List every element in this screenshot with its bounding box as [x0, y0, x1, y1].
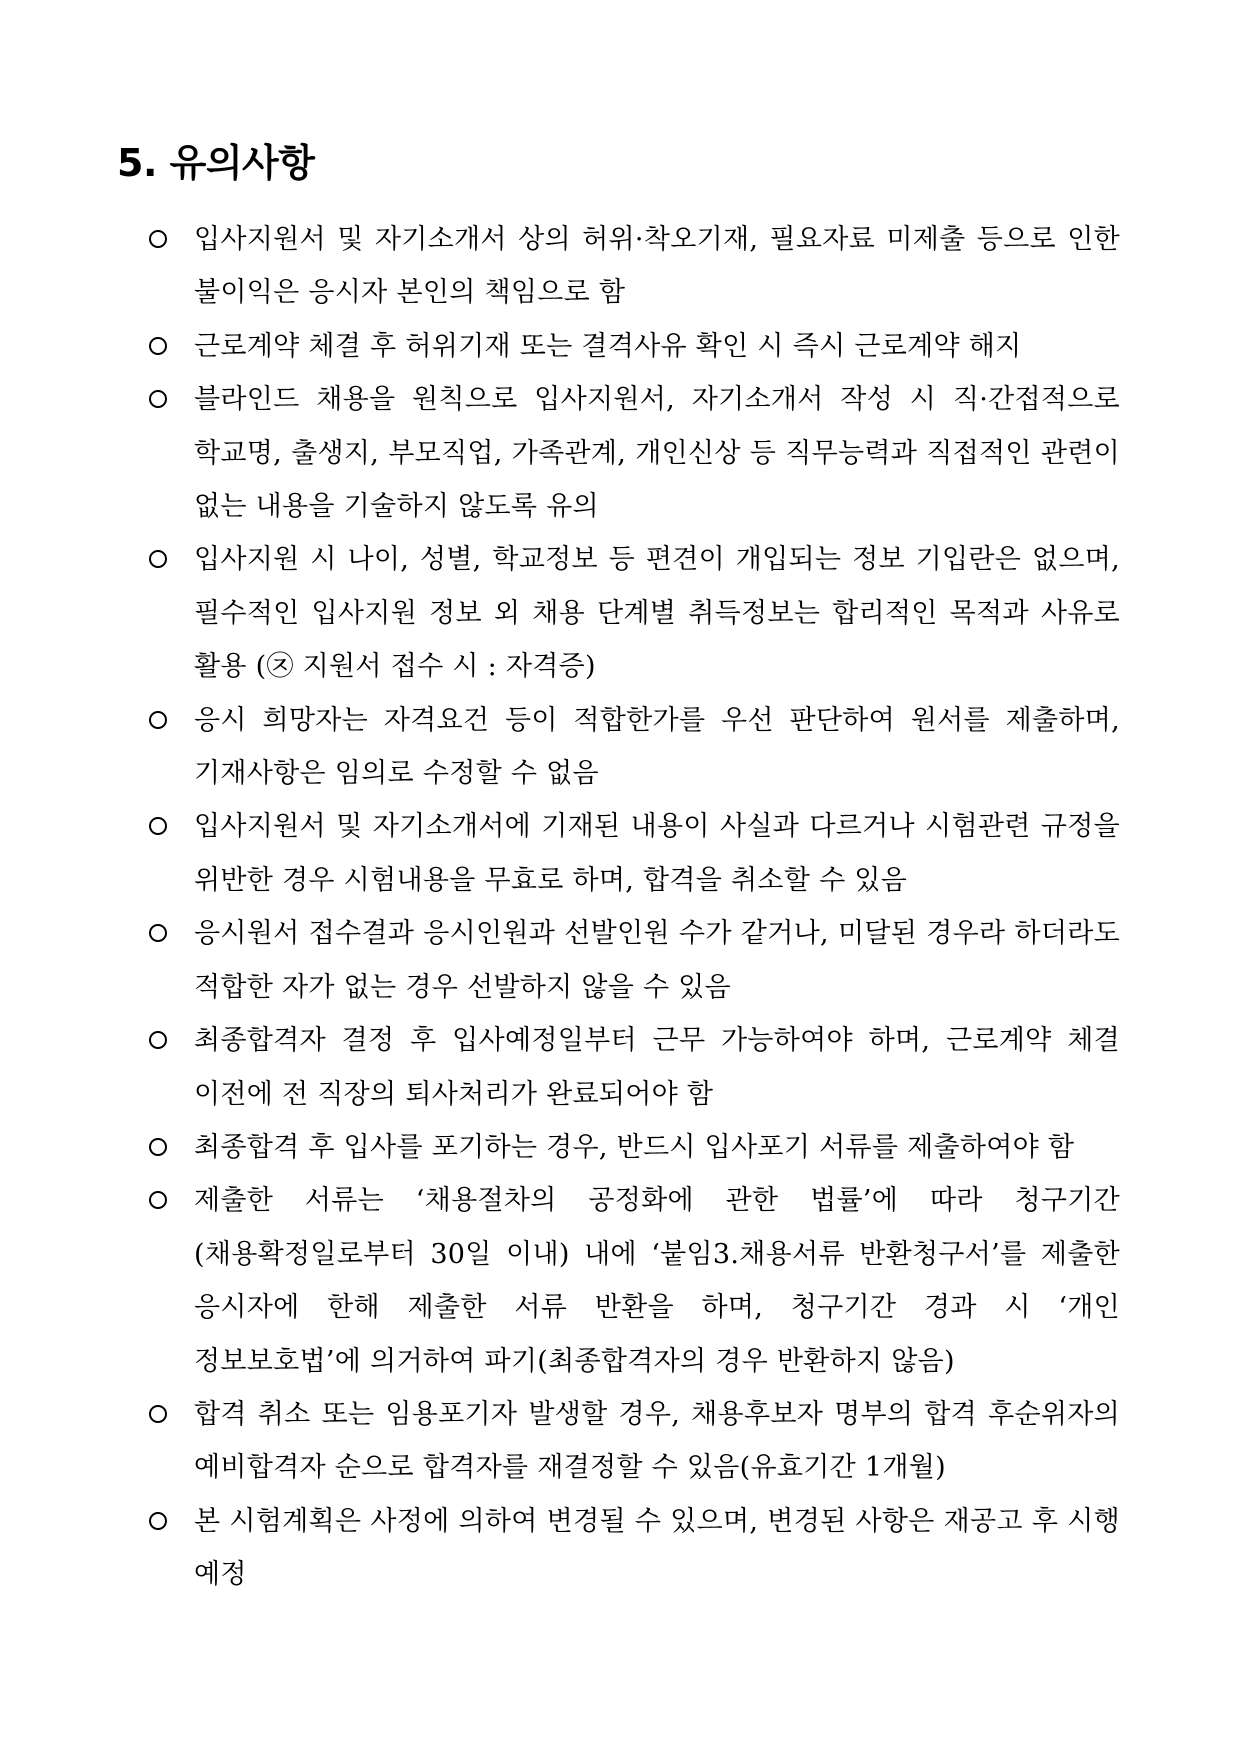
- circle-bullet-icon: [149, 1191, 167, 1209]
- notice-item: [0, 1121, 1120, 1174]
- notice-item: [0, 1014, 1120, 1121]
- circle-bullet-icon: [149, 337, 167, 355]
- notice-item: [0, 320, 1120, 373]
- circle-bullet-icon: [149, 817, 167, 835]
- notice-item: [0, 907, 1120, 1014]
- circle-bullet-icon: [149, 1405, 167, 1423]
- circle-bullet-icon: [149, 1138, 167, 1156]
- notice-item: [0, 694, 1120, 801]
- notice-text: 블라인드 채용을 원칙으로 입사지원서, 자기소개서 작성 시 직·간접적으로 학교명, 출생지, 부모직업, 가족관계, 개인신상 등 직무능력과 직접적인 관련이 없는 내용을 기술하지 않도록 유의: [194, 384, 1120, 523]
- circle-bullet-icon: [149, 390, 167, 408]
- notice-text: 제출한 서류는 ‘채용절차의 공정화에 관한 법률’에 따라 청구기간 (채용확정일로부터 30일 이내) 내에 ‘붙임3.채용서류 반환청구서’를 제출한 응시자에 한해 제출한 서류 반환을 하며, 청구기간 경과 시 ‘개인 정보보호법’에 의거하여 파기(최종합격자의 경우 반환하지 않음): [194, 1185, 1120, 1377]
- notice-text: 합격 취소 또는 임용포기자 발생할 경우, 채용후보자 명부의 합격 후순위자의 예비합격자 순으로 합격자를 재결정할 수 있음(유효기간 1개월): [194, 1398, 1120, 1484]
- circle-bullet-icon: [149, 711, 167, 729]
- circle-bullet-icon: [149, 230, 167, 248]
- notice-list: [0, 213, 1240, 1602]
- notice-item: [0, 1388, 1120, 1495]
- circle-bullet-icon: [149, 550, 167, 568]
- notice-text: 응시 희망자는 자격요건 등이 적합한가를 우선 판단하여 원서를 제출하며, 기재사항은 임의로 수정할 수 없음: [194, 704, 1120, 790]
- circle-bullet-icon: [149, 1031, 167, 1049]
- notice-item: [0, 373, 1120, 533]
- notice-text: 최종합격자 결정 후 입사예정일부터 근무 가능하여야 하며, 근로계약 체결 이전에 전 직장의 퇴사처리가 완료되어야 함: [194, 1025, 1120, 1110]
- notice-text: 근로계약 체결 후 허위기재 또는 결격사유 확인 시 즉시 근로계약 해지: [194, 330, 1022, 362]
- notice-text: 응시원서 접수결과 응시인원과 선발인원 수가 같거나, 미달된 경우라 하더라도 적합한 자가 없는 경우 선발하지 않을 수 있음: [194, 918, 1120, 1003]
- circle-bullet-icon: [149, 1512, 167, 1530]
- notice-text: 입사지원서 및 자기소개서에 기재된 내용이 사실과 다르거나 시험관련 규정을 위반한 경우 시험내용을 무효로 하며, 합격을 취소할 수 있음: [194, 811, 1120, 896]
- notice-text: 최종합격 후 입사를 포기하는 경우, 반드시 입사포기 서류를 제출하여야 함: [194, 1131, 1075, 1163]
- notice-text: 입사지원 시 나이, 성별, 학교정보 등 편견이 개입되는 정보 기입란은 없으며, 필수적인 입사지원 정보 외 채용 단계별 취득정보는 합리적인 목적과 사유로 활용 (㉨ 지원서 접수 시 : 자격증): [194, 544, 1120, 683]
- circle-bullet-icon: [149, 924, 167, 942]
- notice-item: [0, 1495, 1120, 1602]
- notice-text: 입사지원서 및 자기소개서 상의 허위·착오기재, 필요자료 미제출 등으로 인한 불이익은 응시자 본인의 책임으로 함: [194, 224, 1120, 309]
- notice-item: [0, 1174, 1120, 1388]
- notice-item: [0, 800, 1120, 907]
- notice-item: [0, 533, 1120, 693]
- section-title: 5. 유의사항: [117, 141, 315, 185]
- notice-item: [0, 213, 1120, 320]
- notice-text: 본 시험계획은 사정에 의하여 변경될 수 있으며, 변경된 사항은 재공고 후 시행 예정: [194, 1505, 1120, 1591]
